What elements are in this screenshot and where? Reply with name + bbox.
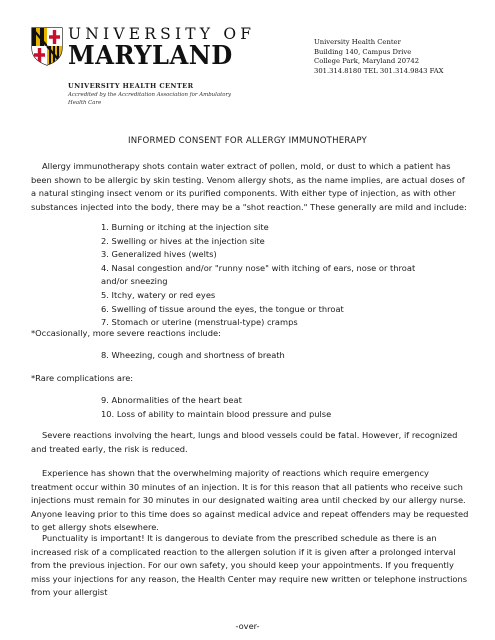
severe-reactions-list [101,349,285,363]
list-item: 8. Wheezing, cough and shortness of breath [101,350,285,360]
university-logo [30,26,255,69]
logo-top-line: UNIVERSITY OF [68,25,256,43]
list-item: 5. Itchy, watery or red eyes [101,289,216,300]
punctuality-paragraph: Punctuality is important! It is dangerous to deviate from the prescribed schedule as there is an increased risk of a complicated reaction to the allergen solution if it is given after a prolonged interval from the previous injection. For our own safety, you should keep your appointments. If you frequently miss your injections for any reason, the Health Center may require new written or telephone instructions from your allergist [31,533,468,598]
page-continuation-marker: -over- [235,621,260,631]
intro-paragraph: Allergy immunotherapy shots contain water extract of pollen, mold, or dust to which a patient has been shown to be allergic by skin testing. Venom allergy shots, as the name implies, are actual doses of a natural stinging insect venom or its purified components. With either type of injection, as with other substances injected into the body, there may be a "shot reaction." These generally are mild and include: [31,161,467,212]
list-item: 7. Stomach or uterine (menstrual-type) cramps [101,317,298,328]
list-item: 9. Abnormalities of the heart beat [101,395,242,405]
list-item: 4. Nasal congestion and/or "runny nose" with itching of ears, nose or throat and/or sneezing [101,262,416,287]
severe-intro: *Occasionally, more severe reactions include: [31,328,221,338]
letterhead [0,0,495,118]
maryland-flag-seal-icon [30,26,64,66]
severe-paragraph: Severe reactions involving the heart, lungs and blood vessels could be fatal. However, if recognized and treated early, the risk is reduced. [31,430,458,454]
list-item: 3. Generalized hives (welts) [101,249,217,260]
list-item: 6. Swelling of tissue around the eyes, the tongue or throat [101,303,344,314]
list-item: 2. Swelling or hives at the injection site [101,235,265,246]
mild-reactions-list [101,221,441,330]
logo-main-line: MARYLAND [68,41,233,71]
address-block [314,38,444,77]
list-item: 10. Loss of ability to maintain blood pressure and pulse [101,408,332,419]
accreditation-note: Accredited by the Accreditation Association for Ambulatory Health Care [68,92,232,106]
rare-reactions-list [101,394,331,421]
document-title: INFORMED CONSENT FOR ALLERGY IMMUNOTHERAPY [128,136,367,146]
rare-intro: *Rare complications are: [31,373,134,383]
address-line: Building 140, Campus Drive [314,47,412,56]
department-name: UNIVERSITY HEALTH CENTER [68,82,194,90]
address-line: College Park, Maryland 20742 [314,57,420,66]
experience-paragraph: Experience has shown that the overwhelming majority of reactions which require emergency treatment occur within 30 minutes of an injection. It is for this reason that all patients who receive such injections must remain for 30 minutes in our designated waiting area until checked by our allergy nurse. Anyone leaving prior to this time does so against medical advice and repeat offenders may be requested to get allergy shots elsewhere. [31,468,469,533]
list-item: 1. Burning or itching at the injection site [101,222,269,232]
address-line: 301.314.8180 TEL 301.314.9843 FAX [314,67,444,76]
address-line: University Health Center [314,38,401,46]
